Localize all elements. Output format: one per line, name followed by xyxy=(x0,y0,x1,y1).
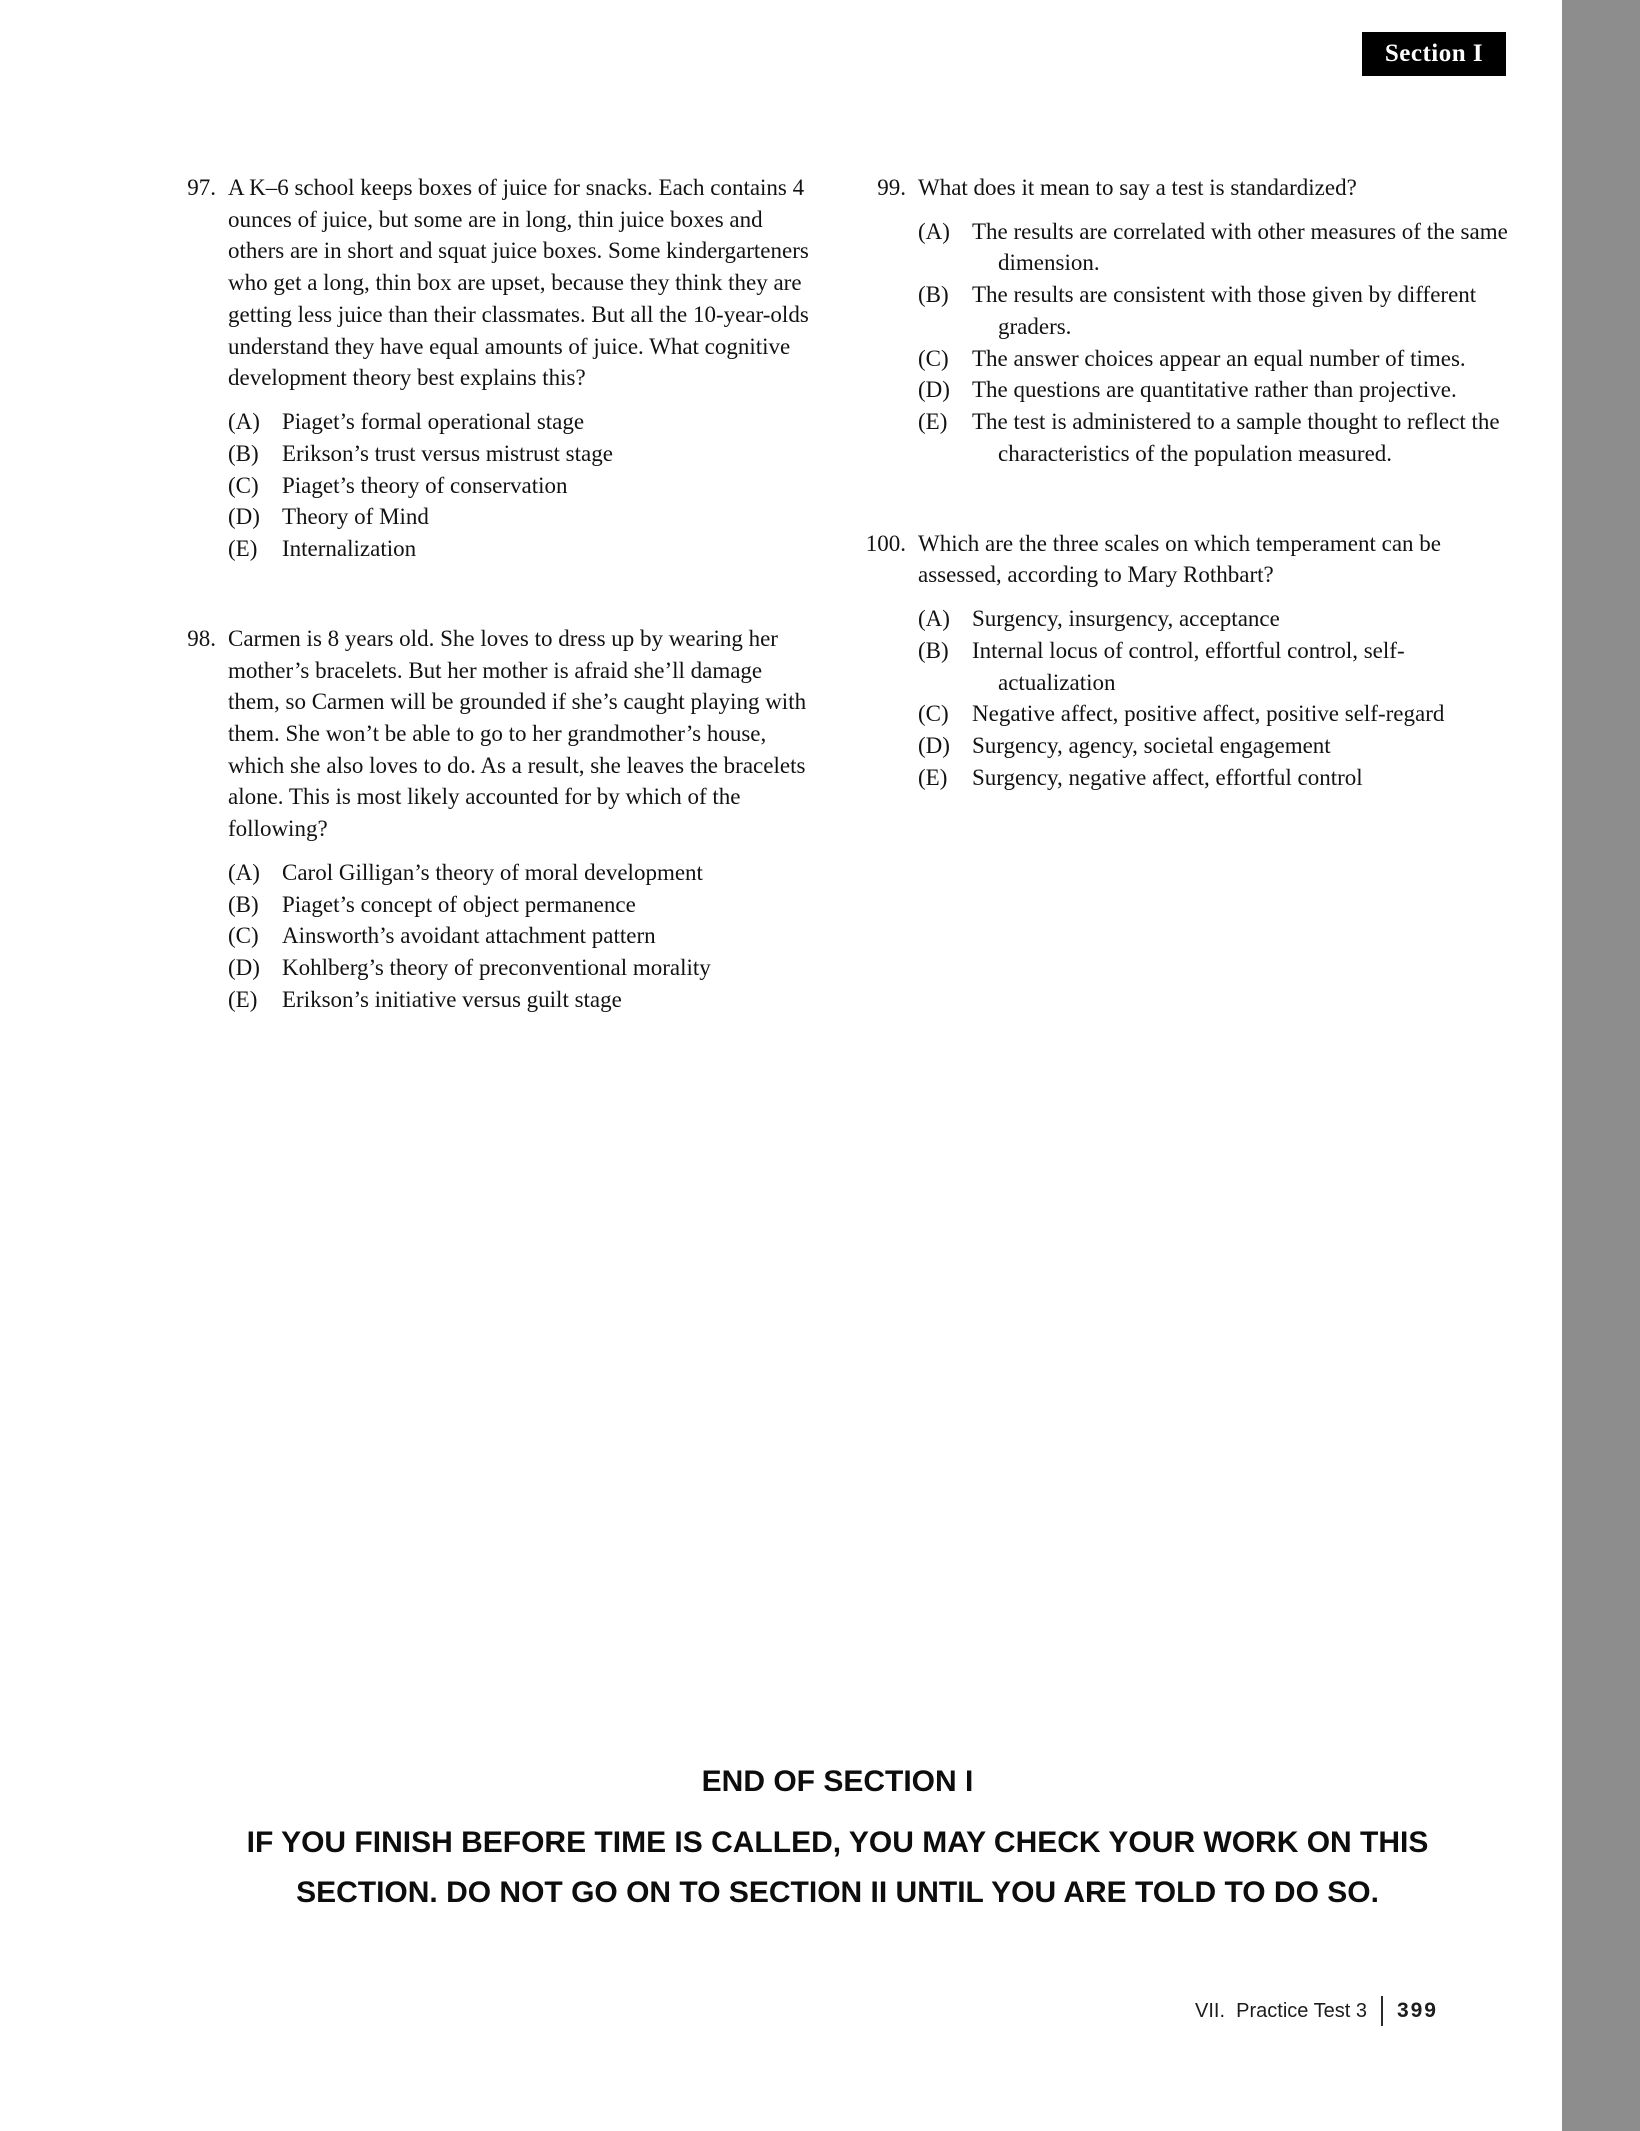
choice-letter: (B) xyxy=(228,440,259,466)
question-text: Carmen is 8 years old. She loves to dress up by wearing her mother’s bracelets. But her mother is afraid she’ll damage them, so Carmen will be grounded if she’s caught playing with them. She won’t be able to go to her grandmother’s house, which she also loves to do. As a result, she leaves the bracelets alone. This is most likely accounted for by which of the following? xyxy=(228,625,807,842)
end-of-section-block xyxy=(170,1762,1505,1918)
choice-letter: (A) xyxy=(918,218,950,244)
question-text: What does it mean to say a test is standardized? xyxy=(918,175,1357,200)
choice-letter: (A) xyxy=(228,859,260,885)
page-edge-bar xyxy=(1562,0,1640,2131)
answer-choice xyxy=(228,470,815,502)
question xyxy=(170,623,815,1016)
answer-choice xyxy=(918,343,1520,375)
choice-letter: (E) xyxy=(918,409,948,435)
answer-choice xyxy=(228,501,815,533)
choice-text: Surgency, agency, societal engagement xyxy=(972,733,1331,759)
choice-text: Erikson’s trust versus mistrust stage xyxy=(282,440,613,466)
answer-choices xyxy=(228,406,815,565)
answer-choice xyxy=(228,889,815,921)
answer-choice xyxy=(228,984,815,1016)
choice-text: The results are consistent with those given by different graders. xyxy=(972,282,1477,339)
end-of-section-title: END OF SECTION I xyxy=(701,1765,974,1798)
answer-choices xyxy=(918,216,1520,470)
choice-text: Piaget’s formal operational stage xyxy=(282,409,585,435)
choice-letter: (D) xyxy=(918,733,950,759)
choice-letter: (B) xyxy=(228,891,259,917)
question-number: 99. xyxy=(877,175,906,200)
choice-letter: (E) xyxy=(918,764,948,790)
choice-text: Internal locus of control, effortful control, self-actualization xyxy=(972,637,1405,695)
choice-text: Negative affect, positive affect, positive self-regard xyxy=(972,701,1445,727)
answer-choices xyxy=(228,857,815,1016)
finish-notice: IF YOU FINISH BEFORE TIME IS CALLED, YOU MAY CHECK YOUR WORK ON THIS SECTION. DO NOT GO ON TO SECTION II UNTIL YOU ARE TOLD TO DO SO. xyxy=(246,1826,1429,1909)
question xyxy=(860,172,1520,470)
question-number: 97. xyxy=(187,175,216,200)
choice-text: Kohlberg’s theory of preconventional morality xyxy=(282,955,711,981)
choice-letter: (C) xyxy=(918,345,949,371)
choice-text: Surgency, insurgency, acceptance xyxy=(972,606,1280,632)
footer-chapter-label: VII. Practice Test 3 xyxy=(1195,1999,1367,2022)
answer-choice xyxy=(918,635,1520,698)
answer-choice xyxy=(228,857,815,889)
answer-choice xyxy=(228,533,815,565)
choice-letter: (D) xyxy=(918,377,950,403)
choice-text: Surgency, negative affect, effortful control xyxy=(972,764,1363,790)
question xyxy=(860,528,1520,794)
choice-letter: (D) xyxy=(228,504,260,530)
choice-text: Theory of Mind xyxy=(282,504,429,530)
answer-choice xyxy=(228,920,815,952)
question-number: 100. xyxy=(865,530,906,556)
question-header xyxy=(860,172,1520,204)
answer-choice xyxy=(228,952,815,984)
choice-letter: (B) xyxy=(918,637,949,663)
choice-text: Internalization xyxy=(282,536,417,562)
choice-text: Piaget’s theory of conservation xyxy=(282,472,568,498)
choice-letter: (E) xyxy=(228,986,258,1012)
section-badge: Section I xyxy=(1362,32,1506,76)
choice-text: The test is administered to a sample thought to reflect the characteristics of the population measured. xyxy=(972,409,1500,466)
answer-choice xyxy=(918,730,1520,762)
question-text: A K–6 school keeps boxes of juice for snacks. Each contains 4 ounces of juice, but some are in long, thin juice boxes and others are in short and squat juice boxes. Some kindergarteners who get a long, thin box are upset, because they think they are getting less juice than their classmates. But all the 10-year-olds understand they have equal amounts of juice. What cognitive development theory best explains this? xyxy=(228,175,809,391)
footer-page-number: 399 xyxy=(1396,1999,1438,2022)
question-header xyxy=(170,623,815,845)
choice-text: Erikson’s initiative versus guilt stage xyxy=(282,986,622,1012)
choice-letter: (C) xyxy=(228,923,259,949)
answer-choice xyxy=(918,698,1520,730)
answer-choice xyxy=(918,279,1520,342)
choice-text: The answer choices appear an equal number of times. xyxy=(972,345,1466,371)
choice-letter: (A) xyxy=(918,606,950,632)
footer-divider xyxy=(1381,1996,1383,2026)
left-column xyxy=(170,172,815,1074)
question-header xyxy=(860,528,1520,591)
answer-choice xyxy=(228,438,815,470)
choice-letter: (C) xyxy=(918,701,949,727)
question-text: Which are the three scales on which temperament can be assessed, according to Mary Rothbart? xyxy=(918,530,1442,588)
question xyxy=(170,172,815,565)
choice-text: The questions are quantitative rather than projective. xyxy=(972,377,1457,403)
question-header xyxy=(170,172,815,394)
answer-choice xyxy=(918,762,1520,794)
question-number: 98. xyxy=(187,625,216,651)
answer-choice xyxy=(918,216,1520,279)
choice-text: Carol Gilligan’s theory of moral development xyxy=(282,859,703,885)
choice-text: The results are correlated with other measures of the same dimension. xyxy=(972,218,1508,276)
choice-letter: (E) xyxy=(228,536,258,562)
answer-choices xyxy=(918,603,1520,793)
choice-text: Piaget’s concept of object permanence xyxy=(282,891,636,917)
answer-choice xyxy=(918,603,1520,635)
choice-text: Ainsworth’s avoidant attachment pattern xyxy=(282,923,656,949)
choice-letter: (B) xyxy=(918,282,949,308)
answer-choice xyxy=(918,374,1520,406)
answer-choice xyxy=(228,406,815,438)
page-footer xyxy=(1195,1996,1438,2026)
choice-letter: (A) xyxy=(228,409,260,435)
choice-letter: (D) xyxy=(228,955,260,981)
right-column xyxy=(860,172,1520,1074)
answer-choice xyxy=(918,406,1520,469)
choice-letter: (C) xyxy=(228,472,259,498)
question-area xyxy=(170,172,1520,1074)
